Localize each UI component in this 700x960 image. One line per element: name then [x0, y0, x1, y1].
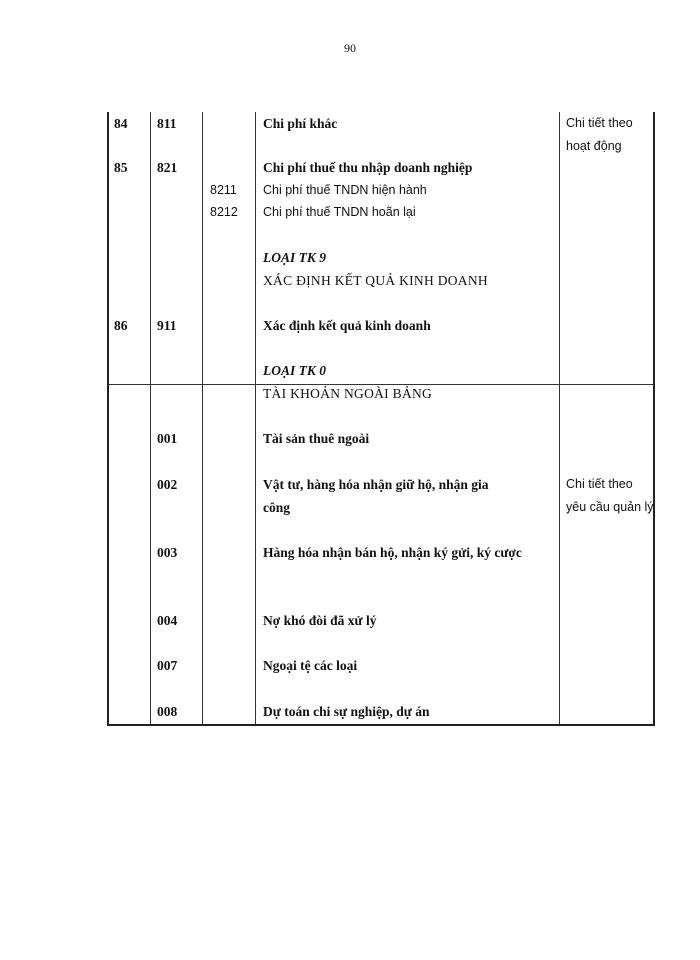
row-account-name: Tài sản thuê ngoài — [263, 431, 370, 446]
row-account-name: Chi phí thuế thu nhập doanh nghiệp — [263, 160, 473, 175]
section-heading: LOẠI TK 0 — [263, 363, 327, 378]
row-account-name: Hàng hóa nhận bán hộ, nhận ký gửi, ký cược — [263, 545, 522, 560]
column-divider — [255, 112, 256, 724]
row-subaccount-code: 8212 — [210, 205, 238, 219]
row-account-code: 007 — [157, 658, 178, 673]
row-account-code: 002 — [157, 477, 178, 492]
row-account-code: 811 — [157, 116, 177, 131]
row-account-code: 001 — [157, 431, 178, 446]
row-account-code: 003 — [157, 545, 178, 560]
row-account-name: Chi phí thuế TNDN hiện hành — [263, 183, 427, 197]
row-stt: 85 — [114, 160, 128, 175]
row-account-name: Xác định kết quả kinh doanh — [263, 318, 431, 333]
section-title: TÀI KHOẢN NGOÀI BẢNG — [263, 386, 433, 401]
row-account-name: Dự toán chi sự nghiệp, dự án — [263, 704, 430, 719]
section-title: XÁC ĐỊNH KẾT QUẢ KINH DOANH — [263, 273, 488, 288]
row-note: Chi tiết theo hoạt động — [566, 116, 633, 153]
row-account-code: 911 — [157, 318, 177, 333]
row-account-code: 008 — [157, 704, 178, 719]
account-table — [107, 112, 655, 726]
section-heading: LOẠI TK 9 — [263, 250, 327, 265]
row-account-name: Chi phí khác — [263, 116, 338, 131]
row-subaccount-code: 8211 — [210, 183, 237, 197]
row-stt: 86 — [114, 318, 128, 333]
row-note: Chi tiết theo yêu cầu quản lý — [566, 477, 654, 514]
row-account-code: 004 — [157, 613, 178, 628]
column-divider — [202, 112, 203, 724]
column-divider — [559, 112, 560, 724]
row-account-name: Nợ khó đòi đã xử lý — [263, 613, 377, 628]
row-account-name: Vật tư, hàng hóa nhận giữ hộ, nhận gia công — [263, 477, 489, 515]
column-divider — [150, 112, 151, 724]
page-number: 90 — [344, 41, 356, 55]
row-stt: 84 — [114, 116, 128, 131]
row-account-name: Ngoại tệ các loại — [263, 658, 358, 673]
row-account-code: 821 — [157, 160, 178, 175]
row-account-name: Chi phí thuế TNDN hoãn lại — [263, 205, 416, 219]
